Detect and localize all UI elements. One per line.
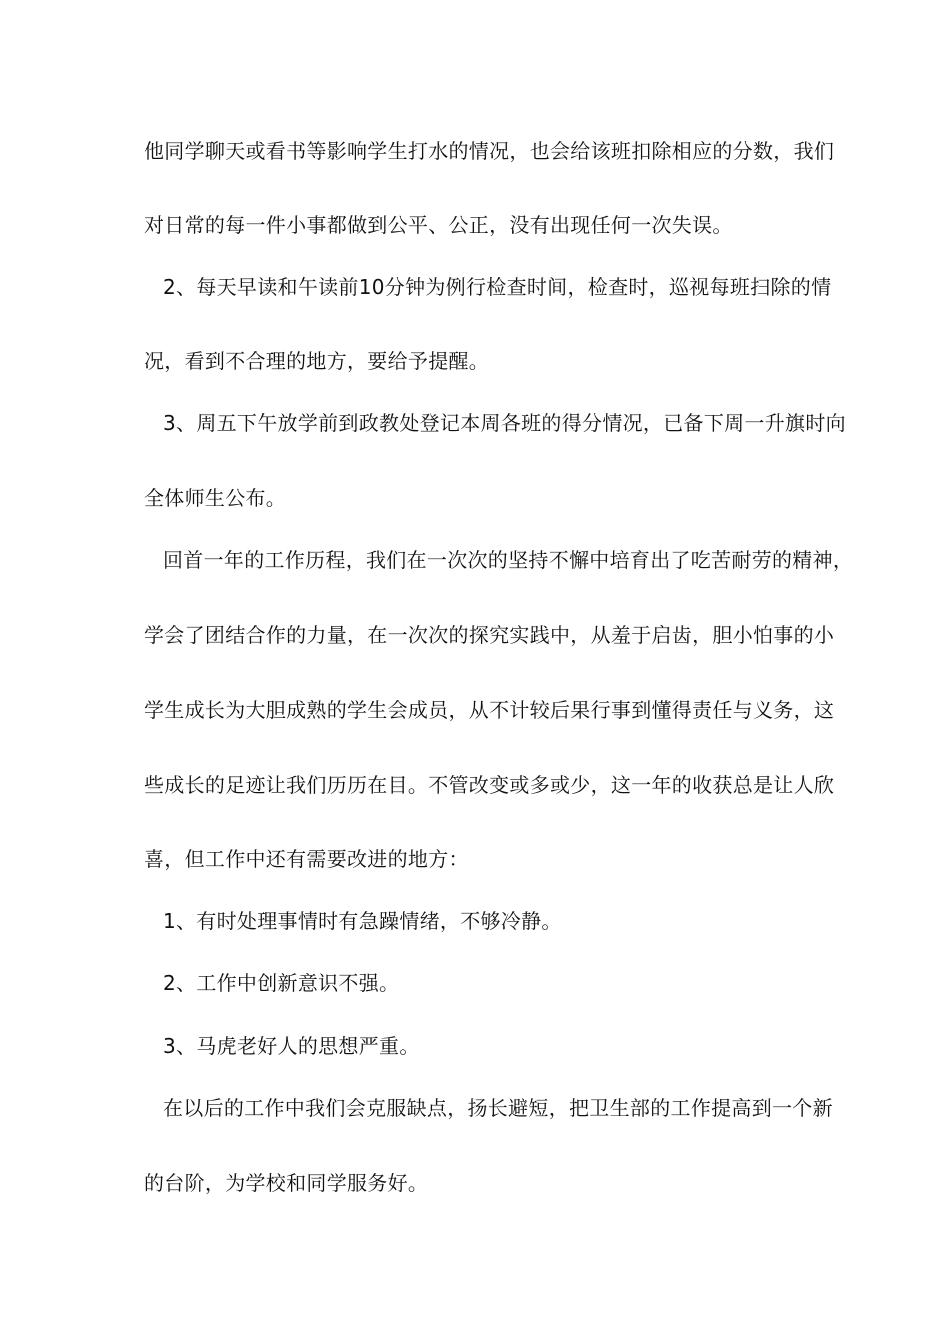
paragraph-line: 的台阶，为学校和同学服务好。 (144, 1171, 429, 1195)
list-item: 3、马虎老好人的思想严重。 (163, 1034, 420, 1058)
paragraph-line: 全体师生公布。 (144, 486, 287, 510)
paragraph-line: 在以后的工作中我们会克服缺点，扬长避短，把卫生部的工作提高到一个新 (163, 1096, 833, 1120)
paragraph-line: 他同学聊天或看书等影响学生打水的情况，也会给该班扣除相应的分数，我们 (144, 139, 835, 163)
list-item: 1、有时处理事情时有急躁情绪，不够冷静。 (163, 909, 562, 933)
paragraph-line: 对日常的每一件小事都做到公平、公正，没有出现任何一次失误。 (144, 213, 733, 237)
list-item: 2、每天早读和午读前10分钟为例行检查时间，检查时，巡视每班扫除的情 (163, 275, 832, 299)
list-item: 3、周五下午放学前到政教处登记本周各班的得分情况，已备下周一升旗时向 (163, 411, 846, 435)
paragraph-line: 况，看到不合理的地方，要给予提醒。 (144, 349, 490, 373)
paragraph-line: 学生成长为大胆成熟的学生会成员，从不计较后果行事到懂得责任与义务，这 (144, 698, 835, 722)
paragraph-line: 回首一年的工作历程，我们在一次次的坚持不懈中培育出了吃苦耐劳的精神， (163, 548, 854, 572)
paragraph-line: 学会了团结合作的力量，在一次次的探究实践中，从羞于启齿，胆小怕事的小 (144, 623, 835, 647)
list-item: 2、工作中创新意识不强。 (163, 971, 400, 995)
paragraph-line: 喜，但工作中还有需要改进的地方： (144, 847, 469, 871)
paragraph-line: 些成长的足迹让我们历历在目。不管改变或多或少，这一年的收获总是让人欣 (144, 773, 835, 797)
